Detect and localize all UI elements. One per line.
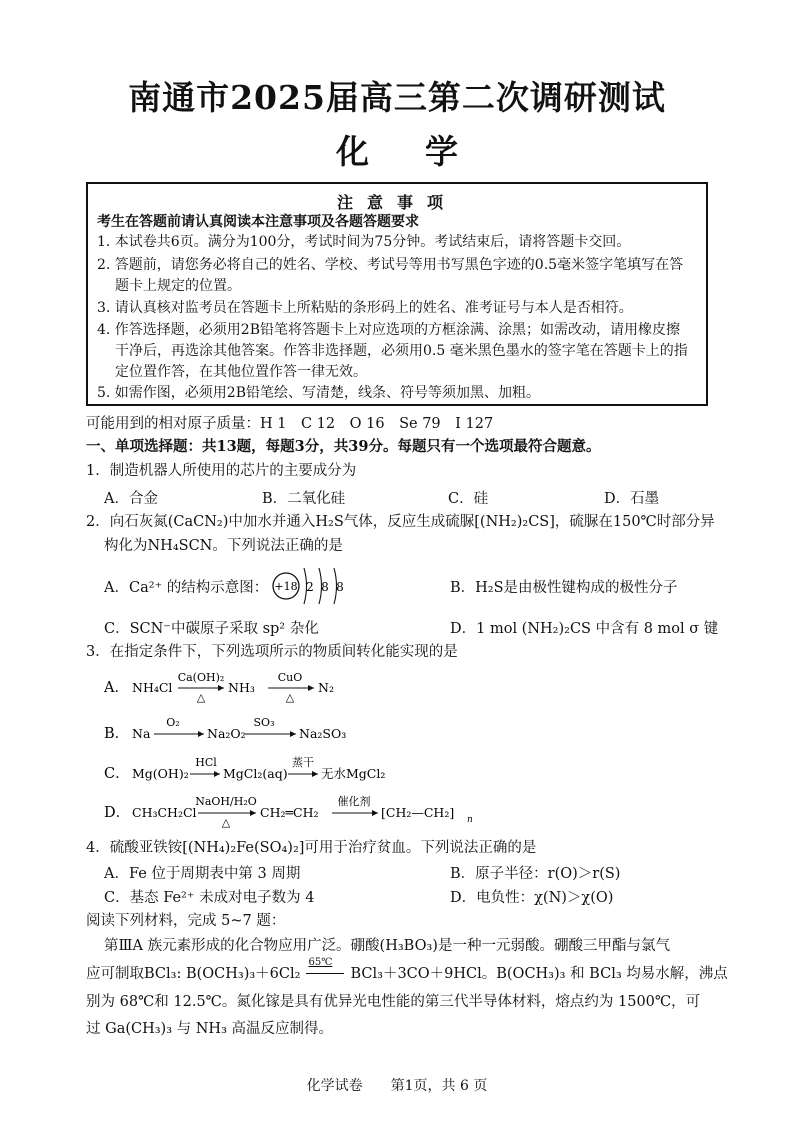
subject-char-1: 化 bbox=[336, 132, 369, 171]
q2-option-a: A．Ca²⁺ 的结构示意图： bbox=[104, 580, 269, 596]
q3-d-s2: CH₂═CH₂ bbox=[260, 805, 319, 820]
q3-option-c bbox=[100, 754, 480, 788]
q2-stem-1: 2．向石灰氮(CaCN₂)中加水并通入H₂S气体，反应生成硫脲[(NH₂)₂CS]，硫脲在150℃时部分异 bbox=[86, 514, 715, 530]
ca-ion-structure-diagram bbox=[270, 562, 380, 610]
q3-a-arrow2-bottom: △ bbox=[285, 691, 295, 704]
q1-option-b: B．二氧化硅 bbox=[262, 491, 346, 507]
q3-option-a bbox=[100, 668, 460, 704]
q3-d-s3: [CH₂—CH₂] bbox=[381, 805, 455, 820]
q3-c-label: C． bbox=[104, 766, 130, 782]
atomic-masses: 可能用到的相对原子质量：H 1 C 12 O 16 Se 79 I 127 bbox=[86, 416, 494, 432]
q3-c-arrow2-top: 蒸干 bbox=[292, 756, 314, 769]
notice-item-4-cont1: 干净后，再选涂其他答案。作答非选择题，必须用0.5 毫米黑色墨水的签字笔在答题卡上的指 bbox=[115, 343, 688, 359]
q3-b-s3: Na₂SO₃ bbox=[299, 726, 347, 741]
q4-option-c: C．基态 Fe²⁺ 未成对电子数为 4 bbox=[104, 890, 315, 906]
notice-item-2-cont: 题卡上规定的位置。 bbox=[115, 278, 241, 294]
notice-subheading: 考生在答题前请认真阅读本注意事项及各题答题要求 bbox=[97, 214, 419, 230]
shell-1-electrons: 2 bbox=[306, 580, 314, 594]
notice-item-4-cont2: 定位置作答，在其他位置作答一律无效。 bbox=[115, 364, 367, 380]
q2-stem-2: 构化为NH₄SCN。下列说法正确的是 bbox=[104, 538, 343, 554]
q4-stem: 4．硫酸亚铁铵[(NH₄)₂Fe(SO₄)₂]可用于治疗贫血。下列说法正确的是 bbox=[86, 840, 537, 856]
q3-a-arrow1-top: Ca(OH)₂ bbox=[177, 671, 225, 684]
q3-b-s1: Na bbox=[132, 726, 151, 741]
subject-char-2: 学 bbox=[425, 132, 458, 171]
q3-d-s3-n: n bbox=[467, 815, 473, 825]
q3-a-s3: N₂ bbox=[318, 680, 334, 695]
q3-b-s2: Na₂O₂ bbox=[207, 726, 246, 741]
q2-option-c: C．SCN⁻中碳原子采取 sp² 杂化 bbox=[104, 621, 319, 637]
q3-c-arrow1-top: HCl bbox=[195, 756, 217, 769]
q3-option-b bbox=[100, 712, 460, 746]
reaction-condition: 65℃ bbox=[308, 957, 333, 968]
q3-a-arrow1-bottom: △ bbox=[196, 691, 206, 704]
q3-stem: 3．在指定条件下，下列选项所示的物质间转化能实现的是 bbox=[86, 644, 458, 660]
q3-c-s3: 无水MgCl₂ bbox=[321, 766, 386, 781]
q2-option-d: D．1 mol (NH₂)₂CS 中含有 8 mol σ 键 bbox=[450, 621, 719, 637]
q2-option-b: B．H₂S是由极性键构成的极性分子 bbox=[450, 580, 678, 596]
reading-p2-a: 应可制取BCl₃: B(OCH₃)₃＋6Cl₂ bbox=[86, 966, 301, 982]
notice-item-1: 1. 本试卷共6页。满分为100分，考试时间为75分钟。考试结束后，请将答题卡交回。 bbox=[97, 234, 631, 250]
notice-heading: 注意事项 bbox=[336, 193, 457, 212]
notice-box bbox=[86, 182, 708, 406]
q3-d-label: D． bbox=[104, 805, 131, 821]
q1-stem: 1．制造机器人所使用的芯片的主要成分为 bbox=[86, 463, 357, 479]
reading-p4: 过 Ga(CH₃)₃ 与 NH₃ 高温反应制得。 bbox=[86, 1021, 333, 1037]
q3-b-arrow1-top: O₂ bbox=[166, 716, 180, 729]
notice-item-5: 5. 如需作图，必须用2B铅笔绘、写清楚，线条、符号等须加黑、加粗。 bbox=[97, 385, 541, 401]
q4-option-a: A．Fe 位于周期表中第 3 周期 bbox=[104, 866, 301, 882]
q1-option-d: D．石墨 bbox=[604, 491, 660, 507]
section-heading: 一、单项选择题：共13题，每题3分，共39分。每题只有一个选项最符合题意。 bbox=[86, 438, 601, 455]
notice-item-2: 2. 答题前，请您务必将自己的姓名、学校、考试号等用书写黑色字迹的0.5毫米签字笔填写在答 bbox=[97, 257, 684, 273]
reading-p2 bbox=[86, 957, 728, 984]
q3-a-s2: NH₃ bbox=[228, 680, 255, 695]
q1-option-c: C．硅 bbox=[448, 491, 489, 507]
q3-c-s1: Mg(OH)₂ bbox=[132, 766, 189, 781]
q3-option-d bbox=[100, 793, 520, 831]
q3-b-label: B． bbox=[104, 726, 130, 742]
q3-b-arrow2-top: SO₃ bbox=[253, 716, 275, 729]
nucleus-charge: +18 bbox=[274, 580, 298, 593]
q3-c-s2: MgCl₂(aq) bbox=[223, 766, 288, 781]
page-title: 南通市2025届高三第二次调研测试 bbox=[128, 78, 666, 117]
q3-a-label: A． bbox=[104, 680, 129, 696]
reading-p2-b: BCl₃＋3CO＋9HCl。B(OCH₃)₃ 和 BCl₃ 均易水解，沸点 bbox=[350, 966, 728, 982]
q3-d-arrow2-top: 催化剂 bbox=[337, 795, 371, 808]
page-footer: 化学试卷 第1页，共 6 页 bbox=[306, 1078, 488, 1094]
q1-option-a: A．合金 bbox=[104, 491, 158, 507]
q4-option-b: B．原子半径：r(O)＞r(S) bbox=[450, 866, 621, 882]
q4-option-d: D．电负性：χ(N)＞χ(O) bbox=[450, 890, 614, 906]
reading-p3: 别为 68℃和 12.5℃。氮化镓是具有优异光电性能的第三代半导体材料，熔点约为 1500℃，可 bbox=[86, 994, 701, 1010]
reading-p1: 第ⅢA 族元素形成的化合物应用广泛。硼酸(H₃BO₃)是一种一元弱酸。硼酸三甲酯与氯气 bbox=[104, 938, 670, 954]
q3-d-arrow1-top: NaOH/H₂O bbox=[195, 795, 257, 808]
equilibrium-condition bbox=[302, 957, 348, 984]
reading-intro: 阅读下列材料，完成 5~7 题： bbox=[86, 913, 286, 929]
q3-d-s1: CH₃CH₂Cl bbox=[132, 805, 197, 820]
q3-d-arrow1-bottom: △ bbox=[221, 816, 231, 829]
notice-item-4: 4. 作答选择题，必须用2B铅笔将答题卡上对应选项的方框涂满、涂黑；如需改动，请用橡皮擦 bbox=[97, 322, 681, 338]
shell-2-electrons: 8 bbox=[321, 580, 329, 594]
subject-title bbox=[0, 126, 794, 173]
notice-item-3: 3. 请认真核对监考员在答题卡上所粘贴的条形码上的姓名、准考证号与本人是否相符。 bbox=[97, 300, 633, 316]
shell-3-electrons: 8 bbox=[336, 580, 344, 594]
q3-a-arrow2-top: CuO bbox=[277, 671, 303, 684]
q3-a-s1: NH₄Cl bbox=[132, 680, 173, 695]
